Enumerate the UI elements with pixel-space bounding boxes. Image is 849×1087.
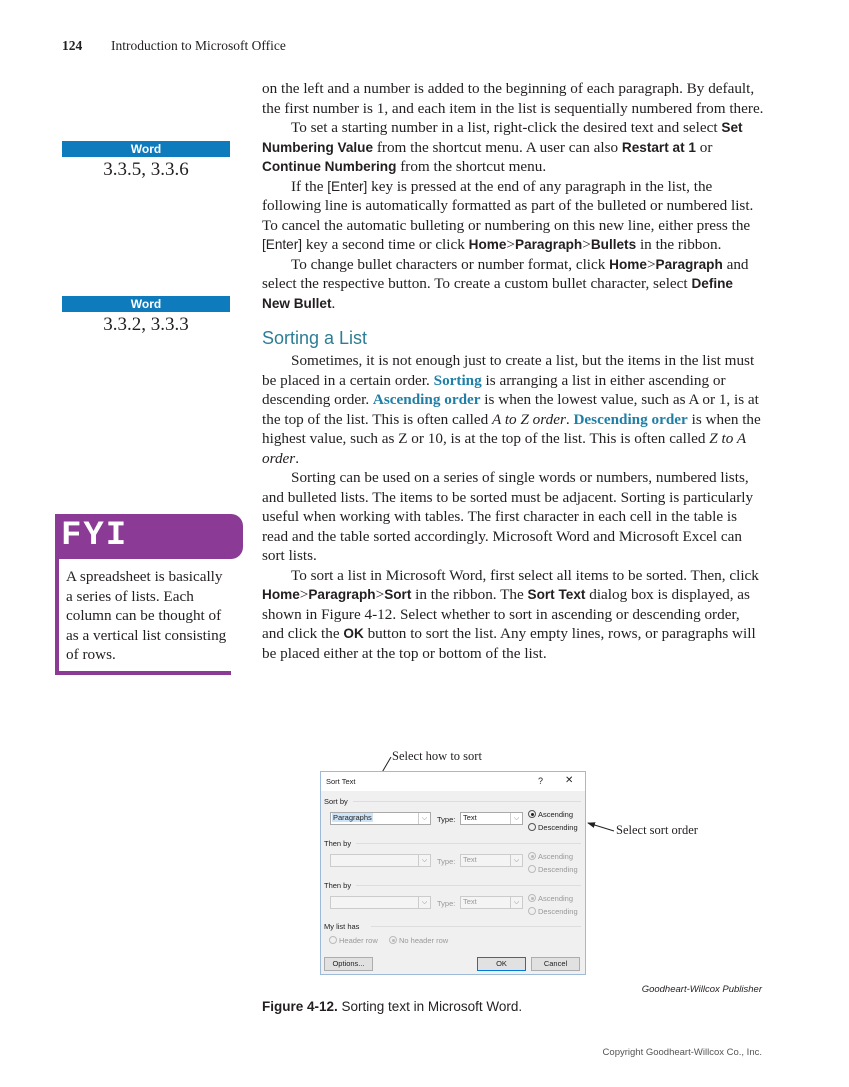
- ascending-radio[interactable]: Ascending: [528, 852, 573, 861]
- text-run: in the ribbon.: [636, 236, 722, 253]
- text-run: on the left and a number is added to the beginning of each paragraph. By default, the first number is 1, and each item in the list is sequentially numbered from there.: [262, 80, 764, 117]
- text-run: To set a starting number in a list, right-click the desired text and select: [291, 119, 722, 136]
- text-run: A to Z order: [492, 410, 566, 428]
- text-run: If the: [291, 177, 328, 195]
- then-by-dropdown[interactable]: ⌵: [330, 854, 431, 867]
- text-run: in the ribbon. The: [411, 586, 528, 603]
- sort-by-dropdown[interactable]: [330, 812, 431, 825]
- fyi-text: A spreadsheet is basically a series of lists. Each column can be thought of as a vertical list consisting of rows.: [55, 559, 231, 675]
- type-label: Type:: [437, 857, 456, 866]
- type-dropdown[interactable]: Text ⌵: [460, 854, 523, 867]
- then-by-label: Then by: [324, 839, 352, 848]
- ui-command: Home: [468, 237, 507, 252]
- word-badge: Word: [62, 141, 230, 157]
- word-badge: Word: [62, 296, 230, 312]
- options-button[interactable]: Options...: [324, 957, 373, 971]
- then-by-label: Then by: [324, 881, 352, 890]
- key-term: Ascending order: [372, 391, 481, 408]
- chevron-down-icon: ⌵: [418, 813, 430, 824]
- descending-radio[interactable]: Descending: [528, 823, 578, 832]
- descending-radio[interactable]: Descending: [528, 865, 578, 874]
- figure-caption: [262, 999, 522, 1014]
- ui-command: Bullets: [590, 237, 637, 252]
- running-title: Introduction to Microsoft Office: [111, 38, 286, 53]
- sort-by-label: Sort by: [324, 797, 348, 806]
- text-run: Sorting can be used on a series of single words or numbers, numbered lists, and bulleted lists. The items to be sorted must be adjacent. Sorting is particularly useful when working with tables. The first character in each cell in the table is read and the table sorted accordingly. Microsoft Word and Microsoft Excel can sort lists.: [262, 469, 754, 564]
- text-run: >: [299, 586, 309, 603]
- ui-command: Set Numbering Value: [262, 120, 743, 155]
- key-term: Sorting: [433, 371, 482, 389]
- ui-command: OK: [343, 626, 364, 641]
- text-run: and select the respective button. To create a custom bullet character, select: [262, 255, 749, 292]
- ui-command: Paragraph: [308, 587, 376, 602]
- ascending-radio[interactable]: Ascending: [528, 810, 573, 819]
- copyright: Copyright Goodheart-Willcox Co., Inc.: [602, 1047, 762, 1058]
- no-header-row-radio[interactable]: No header row: [389, 936, 448, 945]
- text-run: >: [375, 586, 385, 603]
- header-row-radio[interactable]: Header row: [329, 936, 378, 945]
- text-run: from the shortcut menu.: [396, 158, 547, 175]
- text-run: [Enter]: [327, 178, 368, 194]
- text-run: .: [295, 449, 299, 467]
- text-run: from the shortcut menu. A user can also: [373, 138, 622, 156]
- chevron-down-icon: ⌵: [510, 813, 522, 824]
- callout-select-sort-order: Select sort order: [616, 823, 698, 837]
- text-run: button to sort the list. Any empty lines, rows, or paragraphs will be placed either at the top or bottom of the list.: [262, 625, 756, 662]
- text-run: .: [565, 410, 574, 428]
- text-run: key is pressed at the end of any paragraph in the list, the following line is automatically formatted as part of the bulleted or numbered list. To cancel the automatic bulleting or numbering on this new line, either press the: [262, 177, 754, 234]
- ui-command: Home: [262, 587, 300, 602]
- type-value: Text: [463, 813, 477, 822]
- key-term: Descending order: [573, 410, 688, 428]
- type-label: Type:: [437, 815, 456, 824]
- ui-command: Define New Bullet: [262, 276, 733, 311]
- text-run: [Enter]: [262, 237, 303, 252]
- close-button[interactable]: ✕: [565, 775, 574, 786]
- text-run: is arranging a list in either ascending or descending order.: [262, 371, 726, 408]
- page-number: 124: [62, 38, 83, 53]
- text-run: is when the lowest value, such as A or 1, is at the top of the list. This is often called: [262, 391, 759, 428]
- section-heading: Sorting a List: [262, 328, 368, 348]
- text-run: >: [506, 236, 515, 253]
- text-run: Sometimes, it is not enough just to create a list, but the items in the list must be placed in a certain order.: [262, 352, 755, 389]
- text-run: .: [331, 294, 336, 312]
- text-run: dialog box is displayed, as shown in Figure 4-12. Select whether to sort in ascending or descending order, and click the: [262, 586, 750, 642]
- text-run: To change bullet characters or number format, click: [291, 255, 610, 273]
- text-run: is when the highest value, such as Z or 10, is at the top of the list. This is often called: [262, 410, 761, 447]
- text-run: key a second time or click: [302, 236, 469, 253]
- text-run: Z to A order: [262, 430, 746, 467]
- dialog-title: Sort Text: [326, 777, 356, 786]
- cancel-button[interactable]: Cancel: [531, 957, 580, 971]
- ui-command: Sort: [384, 587, 412, 602]
- caption-label: Figure 4-12.: [262, 999, 338, 1014]
- objective-numbers: 3.3.5, 3.3.6: [103, 159, 189, 180]
- my-list-has-label: My list has: [324, 922, 360, 931]
- type-dropdown[interactable]: Text ⌵: [460, 896, 523, 909]
- text-run: or: [695, 138, 713, 156]
- ui-command: Restart at 1: [621, 139, 696, 155]
- fyi-title: FYI: [55, 514, 243, 559]
- sort-by-value: Paragraphs: [333, 813, 372, 822]
- text-run: To sort a list in Microsoft Word, first select all items to be sorted. Then, click: [291, 566, 759, 584]
- objective-numbers: 3.3.2, 3.3.3: [103, 314, 189, 335]
- ui-command: Continue Numbering: [262, 159, 397, 174]
- ui-command: Paragraph: [655, 256, 723, 272]
- then-by-dropdown[interactable]: ⌵: [330, 896, 431, 909]
- ui-command: Sort Text: [527, 587, 586, 602]
- type-label: Type:: [437, 899, 456, 908]
- text-run: >: [582, 236, 591, 253]
- figure-credit: Goodheart-Willcox Publisher: [641, 984, 762, 995]
- sort-text-dialog: [320, 771, 586, 975]
- callout-select-how-to-sort: Select how to sort: [392, 749, 482, 763]
- ok-button[interactable]: OK: [477, 957, 526, 971]
- ui-command: Paragraph: [515, 237, 583, 252]
- ui-command: Home: [609, 256, 647, 272]
- caption-text: Sorting text in Microsoft Word.: [337, 999, 523, 1014]
- descending-radio[interactable]: Descending: [528, 907, 578, 916]
- type-dropdown[interactable]: [460, 812, 523, 825]
- ascending-radio[interactable]: Ascending: [528, 894, 573, 903]
- text-run: >: [646, 255, 656, 273]
- help-button[interactable]: ?: [538, 776, 544, 786]
